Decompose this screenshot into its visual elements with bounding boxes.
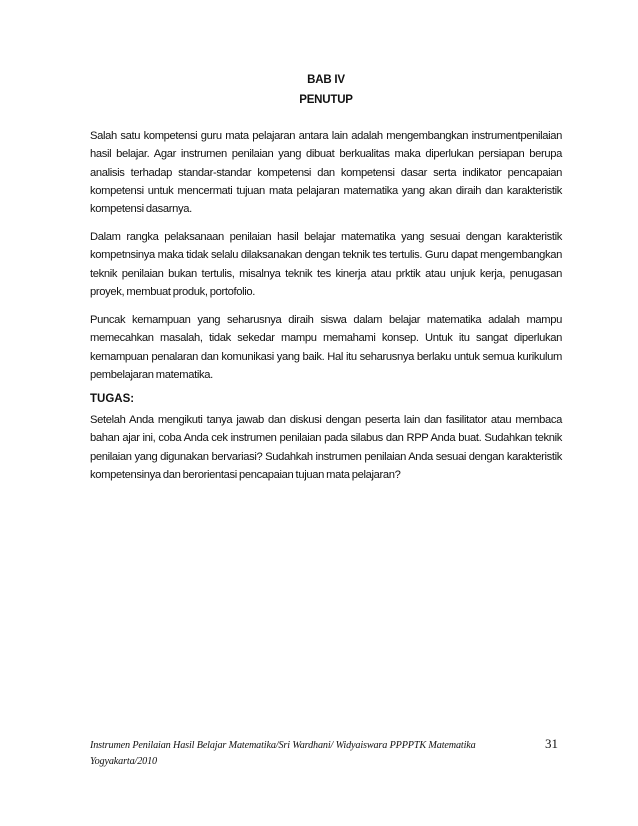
tugas-paragraph: Setelah Anda mengikuti tanya jawab dan diskusi dengan peserta lain dan fasilitator atau membaca bahan ajar ini, coba Anda cek instrumen penilaian pada silabus dan RPP Anda buat. Sudahkan teknik penilaian yang digunakan bervariasi? Sudahkah instrumen penilaian Anda sesuai dengan karakteristik kompetensinya dan berorientasi pencapaian tujuan mata pelajaran? <box>90 414 562 481</box>
footer-citation: Instrumen Penilaian Hasil Belajar Matematika/Sri Wardhani/ Widyaiswara PPPPTK Matematika Yogyakarta/2010 <box>90 740 476 767</box>
paragraph-2: Dalam rangka pelaksanaan penilaian hasil belajar matematika yang sesuai dengan karakteristik kompetnsinya maka tidak selalu dilaksanakan dengan teknik tes tertulis. Guru dapat mengembangkan teknik penilaian bukan tertulis, misalnya teknik tes kinerja atau prktik atau unjuk kerja, penugasan proyek, membuat produk, portofolio. <box>90 231 562 298</box>
paragraph-1: Salah satu kompetensi guru mata pelajaran antara lain adalah mengembangkan instrumentpenilaian hasil belajar. Agar instrumen penilaian yang dibuat berkualitas maka diperlukan persiapan berupa analisis terhadap standar-standar kompetensi dan kompetensi dasar serta indikator pencapaian kompetensi untuk mencermati tujuan mata pelajaran matematika yang akan diraih dan karakteristik kompetensi dasarnya. <box>90 130 562 216</box>
paragraph-3: Puncak kemampuan yang seharusnya diraih siswa dalam belajar matematika adalah mampu memecahkan masalah, tidak sekedar mampu memahami konsep. Untuk itu sangat diperlukan kemampuan penalaran dan komunikasi yang baik. Hal itu seharusnya berlaku untuk semua kurikulum pembelajaran matematika. <box>90 314 562 381</box>
tugas-heading: TUGAS: <box>90 393 135 405</box>
page-number: 31 <box>545 736 558 751</box>
chapter-number: BAB IV <box>307 74 345 86</box>
chapter-title: PENUTUP <box>299 94 353 106</box>
